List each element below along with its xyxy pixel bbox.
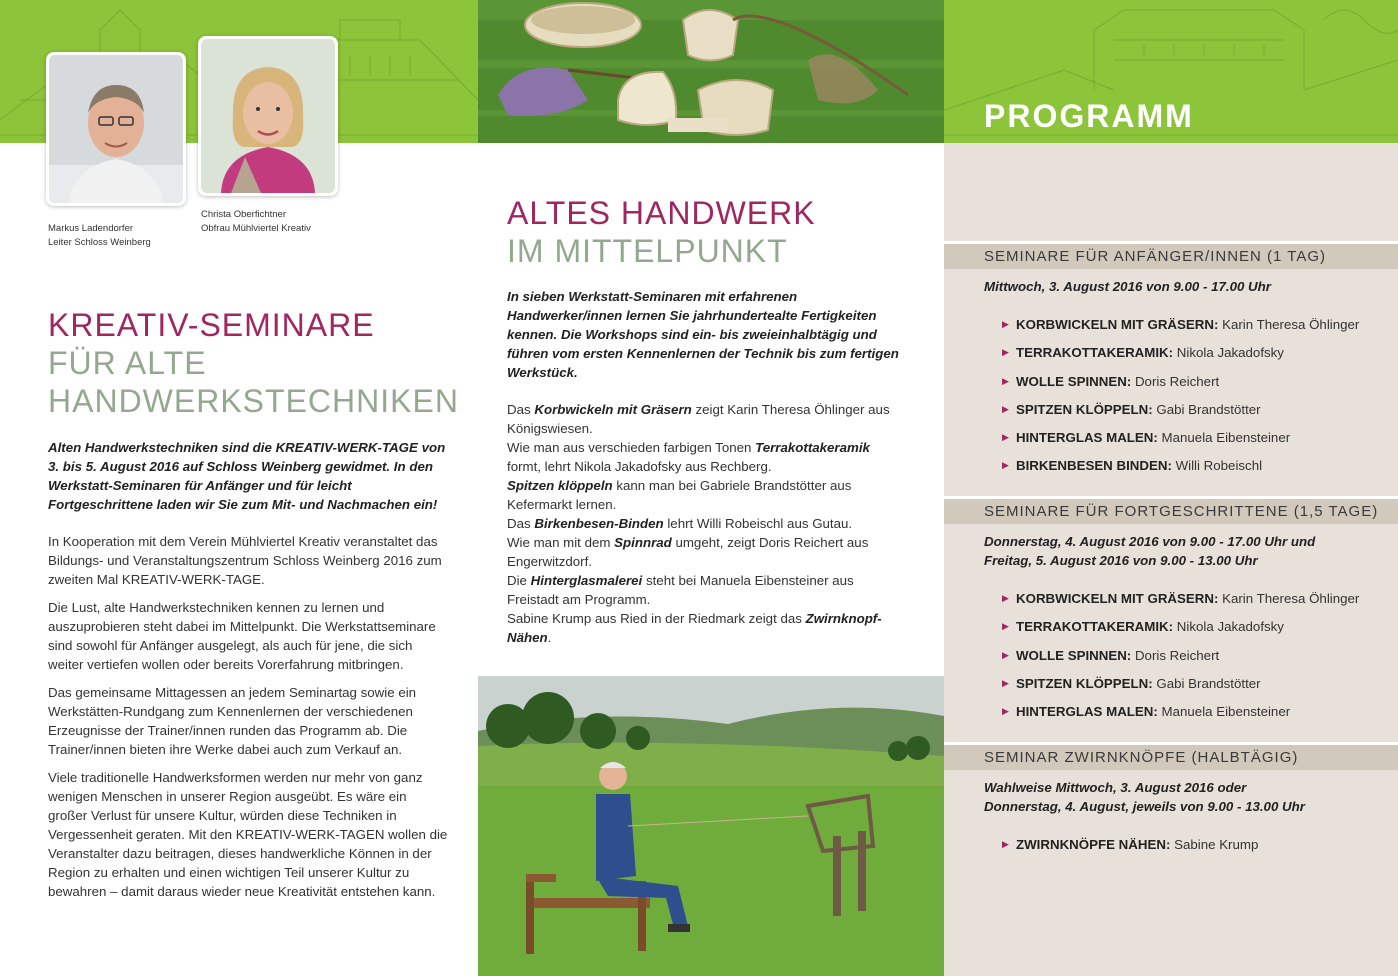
- left-paragraph: In Kooperation mit dem Verein Mühlviertel Kreativ veranstaltet das Bildungs- und Veranstaltungszentrum Schloss Weinberg 2016 zum zweiten Mal KREATIV-WERK-TAGE.: [48, 534, 442, 587]
- middle-body: [507, 400, 907, 647]
- body-text: lehrt Willi Robeischl aus Gutau.: [663, 516, 853, 531]
- left-column: [0, 0, 478, 976]
- left-paragraph: Das gemeinsame Mittagessen an jedem Seminartag sowie ein Werkstätten-Rundgang zum Kennenlernen der verschiedenen Erzeugnisse der Trainer/innen runden das Programm ab. Die Trainer/innen bieten ihre Werke dabei auch zum Verkauf an.: [48, 685, 417, 757]
- program-trainer: Gabi Brandstötter: [1156, 675, 1261, 691]
- date-line: Donnerstag, 4. August, jeweils von 9.00 - 13.00 Uhr: [984, 799, 1305, 814]
- middle-column: [478, 0, 944, 976]
- program-trainer: Nikola Jakadofsky: [1176, 345, 1284, 361]
- program-name: KORBWICKELN MIT GRÄSERN:: [1016, 591, 1219, 606]
- program-item: [1002, 617, 1392, 645]
- program-item: [1002, 315, 1392, 343]
- caption-name: Christa Oberfichtner: [201, 209, 287, 220]
- bullet-arrow-icon: ▶: [1002, 593, 1009, 603]
- portrait-photo-markus: [49, 55, 183, 203]
- body-emphasis: Korbwickeln mit Gräsern: [534, 402, 692, 417]
- section-title-advanced: SEMINARE FÜR FORTGESCHRITTENE (1,5 TAGE): [944, 496, 1398, 524]
- program-trainer: Karin Theresa Öhlinger: [1222, 317, 1360, 332]
- body-text: Das: [507, 516, 535, 531]
- photo-man-on-meadow: [478, 676, 944, 976]
- program-name: ZWIRNKNÖPFE NÄHEN:: [1016, 837, 1171, 852]
- program-trainer: Sabine Krump: [1174, 837, 1259, 852]
- middle-body-line: [507, 571, 907, 609]
- body-text: .: [547, 630, 552, 645]
- body-emphasis: Hinterglasmalerei: [530, 573, 643, 588]
- section-date-advanced: [984, 532, 1384, 570]
- program-item: [1002, 372, 1392, 400]
- program-item: [1002, 428, 1392, 456]
- left-body: [48, 532, 448, 910]
- program-name: KORBWICKELN MIT GRÄSERN:: [1016, 317, 1219, 332]
- caption-christa: [201, 208, 311, 236]
- left-title-line-2: FÜR ALTE: [48, 345, 207, 381]
- program-trainer: Gabi Brandstötter: [1156, 401, 1261, 417]
- bullet-arrow-icon: ▶: [1002, 839, 1009, 849]
- body-text: Das: [507, 402, 535, 417]
- program-item: [1002, 456, 1392, 484]
- program-trainer: Doris Reichert: [1134, 647, 1220, 663]
- bullet-arrow-icon: ▶: [1002, 706, 1009, 717]
- program-name: SPITZEN KLÖPPELN:: [1016, 675, 1153, 691]
- body-text: Die: [507, 573, 531, 588]
- middle-body-line: [507, 438, 907, 476]
- body-text: Sabine Krump aus Ried in der Riedmark zeigt das: [507, 611, 806, 626]
- program-item: [1002, 835, 1392, 863]
- body-emphasis: Spinnrad: [614, 535, 672, 550]
- body-emphasis: Spitzen klöppeln: [507, 478, 613, 493]
- middle-title: [507, 194, 816, 270]
- bullet-arrow-icon: ▶: [1002, 375, 1009, 386]
- bullet-arrow-icon: ▶: [1002, 621, 1009, 632]
- program-name: SPITZEN KLÖPPELN:: [1016, 401, 1153, 417]
- program-name: WOLLE SPINNEN:: [1016, 373, 1132, 389]
- body-text: Wie man mit dem: [507, 535, 615, 550]
- caption-role: Leiter Schloss Weinberg: [48, 237, 151, 248]
- photo-baskets-and-brooms: [478, 0, 944, 143]
- middle-body-line: [507, 400, 907, 438]
- left-lead-paragraph: Alten Handwerkstechniken sind die KREATIV-WERK-TAGE von 3. bis 5. August 2016 auf Schloss Weinberg gewidmet. In den Werkstatt-Seminaren für Anfänger und für leicht Fortgeschrittene laden wir Sie zum Mit- und Nachmachen ein!: [48, 440, 446, 512]
- program-name: TERRAKOTTAKERAMIK:: [1016, 345, 1174, 361]
- bullet-arrow-icon: ▶: [1002, 347, 1009, 358]
- bullet-arrow-icon: ▶: [1002, 460, 1009, 471]
- program-item: [1002, 589, 1392, 617]
- date-line: Wahlweise Mittwoch, 3. August 2016 oder: [984, 780, 1247, 795]
- body-text: steht bei Manuela Eibensteiner aus Freistadt am Programm.: [507, 573, 854, 607]
- date-line: Mittwoch, 3. August 2016 von 9.00 - 17.00 Uhr: [984, 279, 1271, 294]
- program-trainer: Doris Reichert: [1134, 373, 1220, 389]
- program-name: HINTERGLAS MALEN:: [1016, 704, 1158, 720]
- bullet-arrow-icon: ▶: [1002, 403, 1009, 414]
- left-title-line-1: KREATIV-SEMINARE: [48, 307, 375, 343]
- program-name: HINTERGLAS MALEN:: [1016, 430, 1158, 446]
- body-emphasis: Zwirnknopf-Nähen: [507, 611, 882, 645]
- program-list-advanced: [1002, 589, 1392, 730]
- program-list-zwirnknoepfe: [1002, 835, 1392, 863]
- portrait-christa: [198, 36, 338, 196]
- section-date-beginners: [984, 277, 1384, 296]
- middle-body-line: [507, 533, 907, 571]
- middle-title-line-2: IM MITTELPUNKT: [507, 233, 788, 269]
- program-item: [1002, 702, 1392, 730]
- body-emphasis: Birkenbesen-Binden: [534, 516, 664, 531]
- body-text: zeigt Karin Theresa Öhlinger aus Königswiesen.: [507, 402, 890, 436]
- program-item: [1002, 674, 1392, 702]
- program-trainer: Nikola Jakadofsky: [1176, 619, 1284, 635]
- program-name: BIRKENBESEN BINDEN:: [1016, 458, 1172, 474]
- bullet-arrow-icon: ▶: [1002, 649, 1009, 660]
- section-title-beginners: SEMINARE FÜR ANFÄNGER/INNEN (1 TAG): [944, 241, 1398, 269]
- middle-lead-paragraph: In sieben Werkstatt-Seminaren mit erfahrenen Handwerker/innen lernen Sie jahrhundertealte Fertigkeiten kennen. Die Workshops sind ein- bis zweieinhalbtägig und führen vom ersten Kennenlernen der Technik bis zum fertigen Werkstück.: [507, 289, 899, 380]
- body-text: kann man bei Gabriele Brandstötter aus Kefermarkt lernen.: [507, 478, 852, 512]
- body-text: Wie man aus verschieden farbigen Tonen: [507, 440, 756, 455]
- middle-title-line-1: ALTES HANDWERK: [507, 195, 816, 231]
- program-item: [1002, 343, 1392, 371]
- program-trainer: Willi Robeischl: [1175, 458, 1263, 474]
- bullet-arrow-icon: ▶: [1002, 432, 1009, 443]
- bullet-arrow-icon: ▶: [1002, 677, 1009, 688]
- left-paragraph: Viele traditionelle Handwerksformen werden nur mehr von ganz wenigen Menschen in unserer Region ausgeübt. Es wäre ein großer Verlust für unsere Kultur, würden diese Techniken in Vergessenheit geraten. Mit den KREATIV-WERK-TAGEN wollen die Veranstalter dazu beitragen, dieses handwerkliche Können in der Region zu erhalten und einen wichtigen Teil unserer Kultur zu bewahren – damit daraus wieder neue Kreativität entstehen kann.: [48, 770, 448, 899]
- caption-role: Obfrau Mühlviertel Kreativ: [201, 223, 311, 234]
- middle-body-line: [507, 514, 907, 533]
- caption-name: Markus Ladendorfer: [48, 223, 134, 234]
- programm-heading: PROGRAMM: [984, 98, 1194, 134]
- left-title: [48, 306, 459, 420]
- program-name: TERRAKOTTAKERAMIK:: [1016, 619, 1174, 635]
- program-trainer: Manuela Eibensteiner: [1161, 704, 1291, 720]
- body-emphasis: Terrakottakeramik: [755, 440, 870, 455]
- portrait-markus: [46, 52, 186, 206]
- body-text: formt, lehrt Nikola Jakadofsky aus Rechberg.: [507, 459, 772, 474]
- body-text: umgeht, zeigt Doris Reichert aus Engerwitzdorf.: [507, 535, 869, 569]
- date-line: Donnerstag, 4. August 2016 von 9.00 - 17.00 Uhr und: [984, 534, 1316, 549]
- program-name: WOLLE SPINNEN:: [1016, 647, 1132, 663]
- section-date-zwirnknoepfe: [984, 778, 1384, 816]
- portrait-photo-christa: [201, 39, 335, 193]
- date-line: Freitag, 5. August 2016 von 9.00 - 13.00 Uhr: [984, 553, 1258, 568]
- program-trainer: Manuela Eibensteiner: [1161, 430, 1291, 446]
- left-paragraph: Die Lust, alte Handwerkstechniken kennen zu lernen und auszuprobieren steht dabei im Mittelpunkt. Die Werkstattseminare sind sowohl für Anfänger ausgelegt, als auch für jene, die sich weiter vertiefen wollen oder bereits Vorerfahrung mitbringen.: [48, 600, 436, 672]
- right-column: [944, 0, 1398, 976]
- caption-markus: [48, 222, 151, 250]
- program-trainer: Karin Theresa Öhlinger: [1222, 591, 1360, 606]
- program-item: [1002, 646, 1392, 674]
- program-item: [1002, 400, 1392, 428]
- left-title-line-3: HANDWERKSTECHNIKEN: [48, 383, 459, 419]
- bullet-arrow-icon: ▶: [1002, 319, 1009, 329]
- middle-body-line: [507, 609, 907, 647]
- program-list-beginners: [1002, 315, 1392, 485]
- middle-body-line: [507, 476, 907, 514]
- section-title-zwirnknoepfe: SEMINAR ZWIRNKNÖPFE (HALBTÄGIG): [944, 742, 1398, 770]
